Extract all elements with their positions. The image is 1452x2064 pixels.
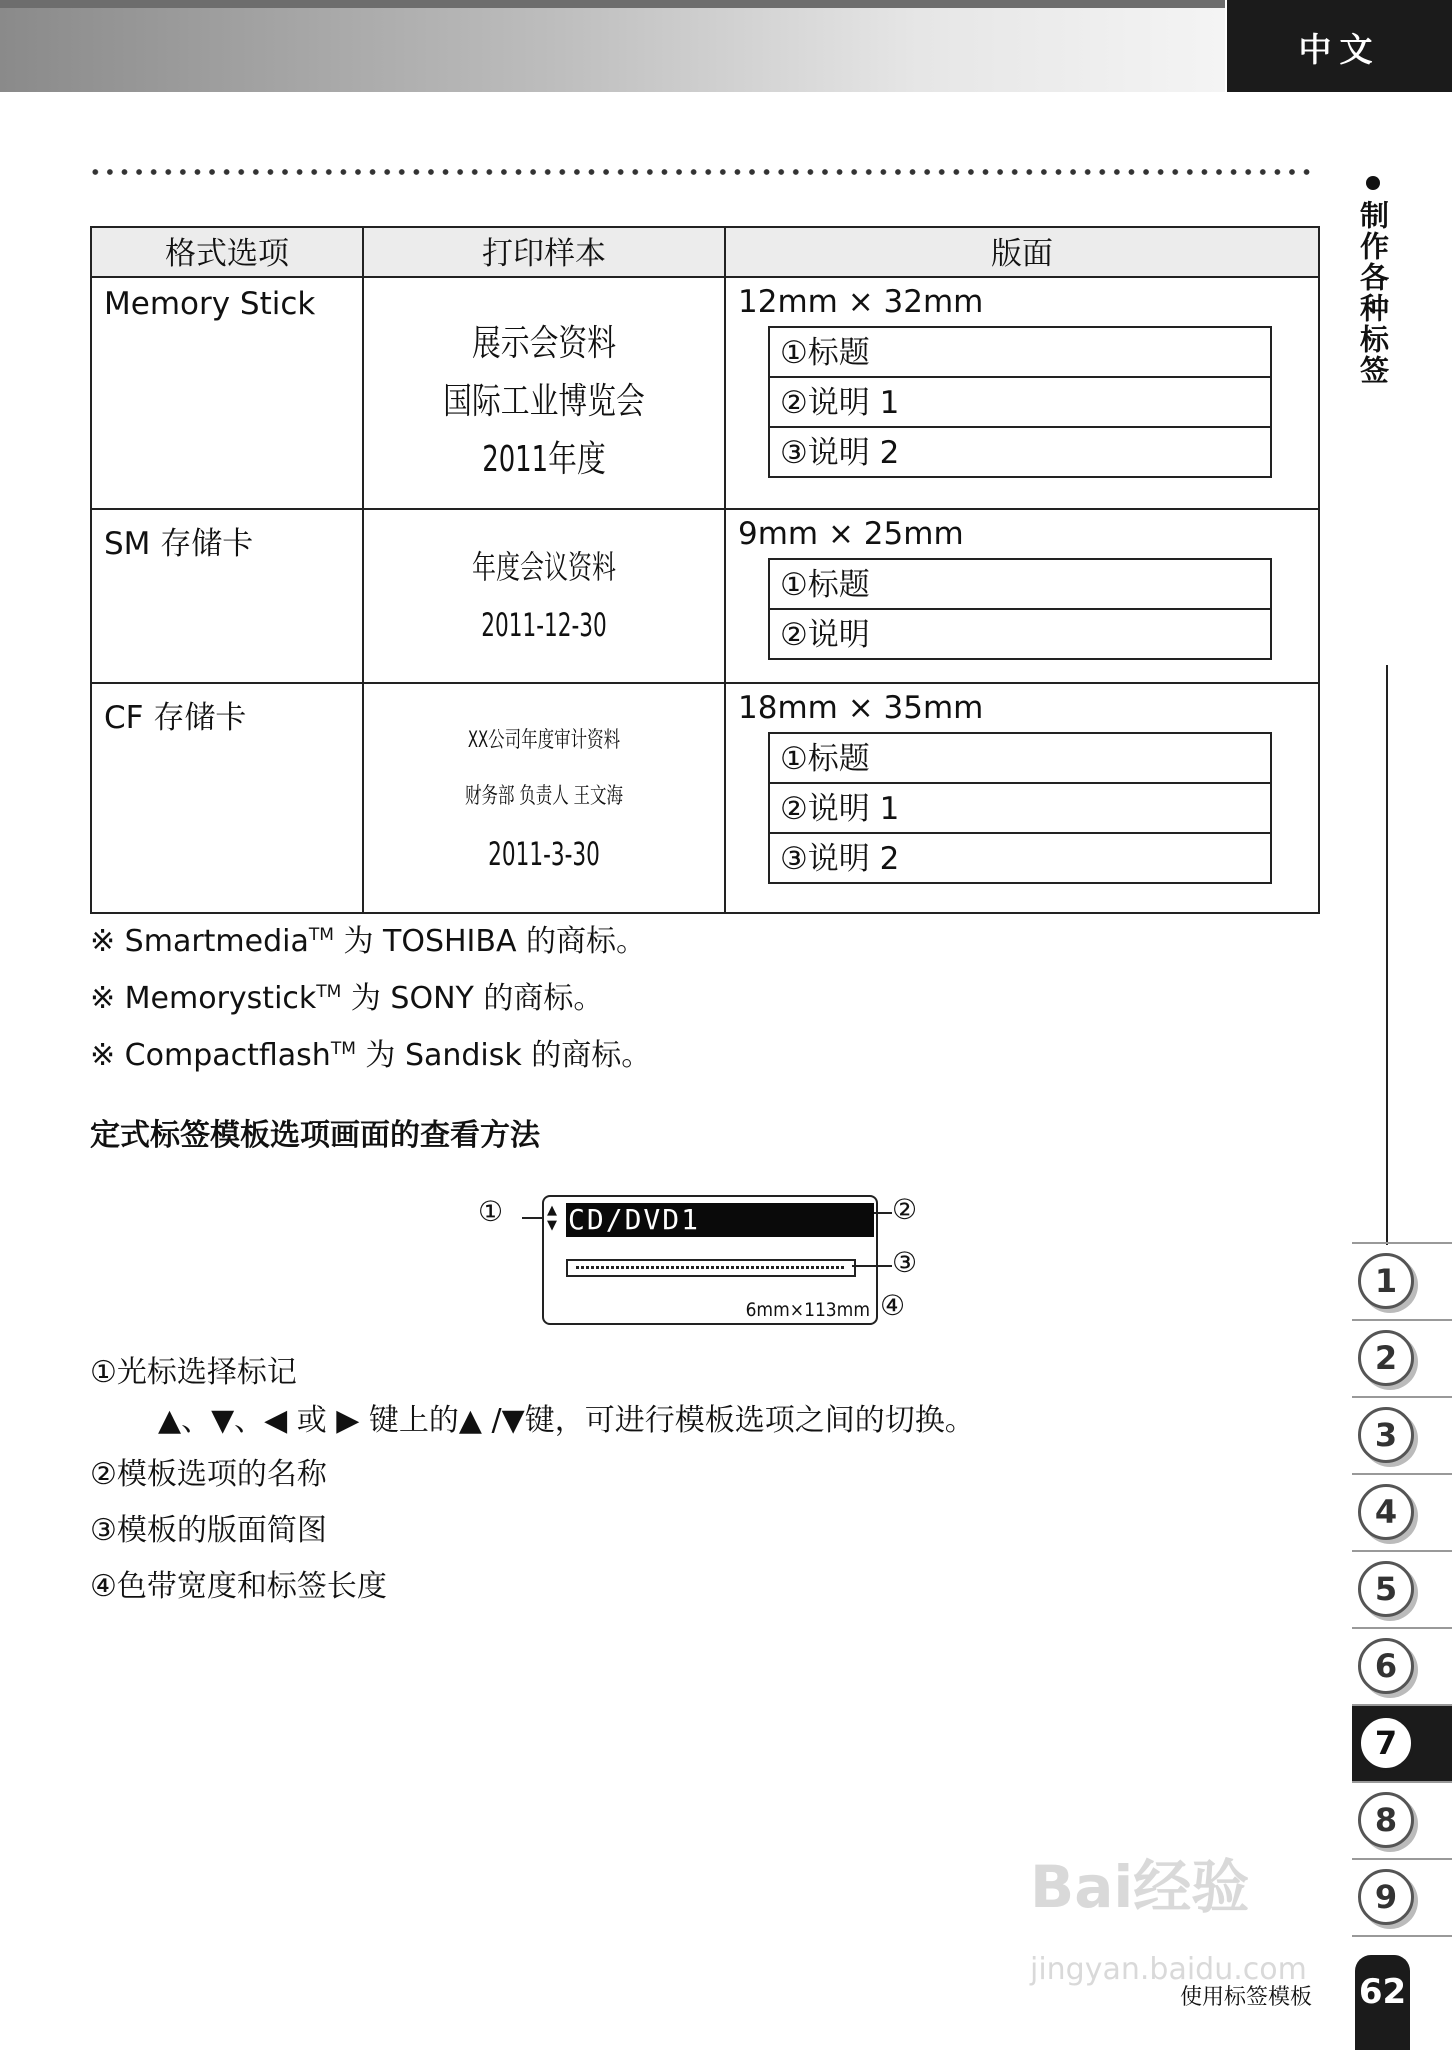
bullet-icon	[1366, 176, 1380, 190]
table-row	[91, 509, 1319, 683]
layout-field: ②说明	[770, 608, 1270, 658]
table-row	[91, 277, 1319, 509]
print-sample	[363, 683, 725, 913]
lcd-diagram	[470, 1185, 930, 1335]
row-format-name: Memory Stick	[91, 277, 363, 509]
layout-field: ③说明 2	[770, 426, 1270, 476]
legend-item: ④色带宽度和标签长度	[90, 1569, 387, 1604]
chapter-tab-2[interactable]: 2	[1352, 1319, 1452, 1396]
chapter-tab-6[interactable]: 6	[1352, 1627, 1452, 1704]
chapter-tab-7[interactable]: 7	[1352, 1704, 1452, 1781]
col-header-layout: 版面	[725, 227, 1319, 277]
print-sample	[363, 509, 725, 683]
layout-diagram	[768, 326, 1272, 478]
layout-dimension: 9mm × 25mm	[738, 516, 964, 552]
trademark-note: ※ Memorystick™ 为 SONY 的商标。	[90, 981, 604, 1016]
row-format-name: SM 存储卡	[91, 509, 363, 683]
lcd-tape-size: 6mm×113mm	[745, 1299, 870, 1321]
side-divider-line	[1386, 665, 1388, 1245]
table-row	[91, 683, 1319, 913]
layout-cell	[725, 509, 1319, 683]
sample-line: 展示会资料	[471, 323, 616, 364]
trademark-note: ※ Compactflash™ 为 Sandisk 的商标。	[90, 1038, 652, 1073]
lcd-template-name: CD/DVD1	[566, 1203, 874, 1237]
layout-diagram	[768, 732, 1272, 884]
baidu-watermark: Bai经验	[1030, 1853, 1250, 1921]
legend-item: ③模板的版面简图	[90, 1513, 327, 1548]
legend-item: ②模板选项的名称	[90, 1457, 327, 1492]
baidu-watermark-url: jingyan.baidu.com	[1030, 1952, 1307, 1987]
language-label: 中文	[1227, 0, 1452, 92]
layout-field: ①标题	[780, 335, 870, 371]
sample-line: 国际工业博览会	[443, 381, 645, 422]
layout-field: ②说明 1	[770, 782, 1270, 832]
legend-detail: ▲、▼、◀ 或 ▶ 键上的▲ /▼键，可进行模板选项之间的切换。	[158, 1403, 975, 1438]
legend-item: ①光标选择标记	[90, 1355, 297, 1390]
dotted-divider	[88, 168, 1318, 176]
lcd-layout-preview	[566, 1259, 856, 1277]
callout-leader	[874, 1212, 892, 1214]
header-gradient-bar	[0, 0, 1225, 92]
format-table	[90, 226, 1320, 914]
sample-line: 2011-12-30	[481, 606, 607, 644]
col-header-format: 格式选项	[91, 227, 363, 277]
chapter-tab-1[interactable]: 1	[1352, 1242, 1452, 1319]
sample-line: 财务部 负责人 王文海	[465, 784, 623, 809]
table-header-row	[91, 227, 1319, 277]
chapter-tab-3[interactable]: 3	[1352, 1396, 1452, 1473]
layout-field: ③说明 2	[770, 832, 1270, 882]
callout-leader	[852, 1265, 892, 1267]
trademark-notes	[90, 910, 651, 1081]
footer-section-name: 使用标签模板	[1180, 1985, 1313, 2010]
chapter-tab-9[interactable]: 9	[1352, 1858, 1452, 1937]
chapter-tab-5[interactable]: 5	[1352, 1550, 1452, 1627]
sample-line: XX公司年度审计资料	[467, 728, 621, 753]
sample-line: 2011年度	[482, 439, 606, 480]
print-sample	[363, 277, 725, 509]
callout-4: ④	[880, 1289, 906, 1322]
sample-line: 年度会议资料	[471, 548, 616, 586]
sample-line: 2011-3-30	[488, 835, 600, 873]
callout-3: ③	[892, 1246, 918, 1279]
row-format-name: CF 存储卡	[91, 683, 363, 913]
trademark-note: ※ Smartmedia™ 为 TOSHIBA 的商标。	[90, 924, 647, 959]
page-number: 62	[1355, 1955, 1410, 2050]
section-heading: 定式标签模板选项画面的查看方法	[90, 1118, 540, 1153]
callout-1: ①	[478, 1195, 504, 1228]
layout-cell	[725, 277, 1319, 509]
lcd-screen	[542, 1195, 878, 1325]
callout-leader	[522, 1217, 544, 1219]
layout-field: ①标题	[780, 741, 870, 777]
layout-field: ①标题	[780, 567, 870, 603]
layout-diagram	[768, 558, 1272, 660]
col-header-sample: 打印样本	[363, 227, 725, 277]
chapter-tabs	[1352, 1242, 1452, 1937]
layout-dimension: 12mm × 32mm	[738, 284, 984, 320]
layout-cell	[725, 683, 1319, 913]
cursor-arrows-icon: ▲ ▼	[547, 1203, 557, 1233]
legend-descriptions	[90, 1345, 975, 1615]
chapter-tab-8[interactable]: 8	[1352, 1781, 1452, 1858]
chapter-tab-4[interactable]: 4	[1352, 1473, 1452, 1550]
layout-dimension: 18mm × 35mm	[738, 690, 984, 726]
layout-field: ②说明 1	[770, 376, 1270, 426]
callout-2: ②	[892, 1193, 918, 1226]
side-chapter-title: 制作各种标签	[1356, 200, 1390, 386]
